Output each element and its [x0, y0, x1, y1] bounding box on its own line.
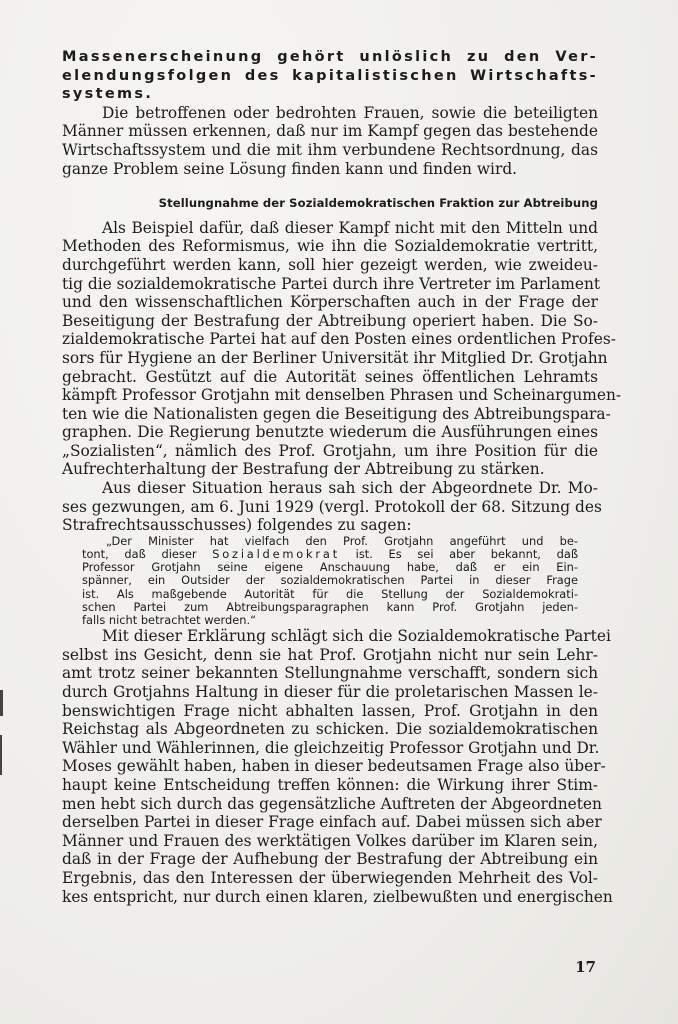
text-line: men hebt sich durch das gegensätzliche Auftreten der Abgeordneten	[62, 794, 602, 813]
text-line: systems.	[62, 86, 154, 103]
text-line: haupt keine Entscheidung treffen können: die Wirkung ihrer Stim-	[62, 776, 598, 795]
text-line: Methoden des Reformismus, wie ihn die Sozialdemokratie vertritt,	[62, 237, 598, 256]
quote-emphasis: Sozialdemokrat	[212, 547, 340, 562]
text-line: Moses gewählt haben, haben in dieser bedeutsamen Frage also über-	[62, 757, 606, 776]
text-line: Aus dieser Situation heraus sah sich der Abgeordnete Dr. Mo-	[102, 479, 598, 498]
text-line: Männer und Frauen des werktätigen Volkes darüber im Klaren sein,	[62, 831, 598, 850]
paragraph-2	[62, 218, 622, 479]
section-heading: Stellungnahme der Sozialdemokratischen Fraktion zur Abtreibung	[158, 196, 598, 211]
text-line: sors für Hygiene an der Berliner Universität ihr Mitglied Dr. Grotjahn	[62, 348, 608, 367]
quote-line: ist. Als maßgebende Autorität für die Stellung der Sozialdemokrati-	[82, 586, 578, 601]
text-line: Als Beispiel dafür, daß dieser Kampf nicht mit den Mitteln und	[102, 218, 598, 237]
text-line: benswichtigen Frage nicht abhalten lassen, Prof. Grotjahn in den	[62, 701, 598, 720]
text-line: Ergebnis, das den Interessen der überwiegenden Mehrheit des Vol-	[62, 868, 598, 887]
page-number: 17	[575, 958, 596, 976]
intro-paragraph	[62, 48, 598, 104]
quote-fragment: ist. Es sei aber bekannt, daß	[355, 547, 578, 562]
scan-edge-mark	[0, 690, 3, 716]
quote-line: Professor Grotjahn seine eigene Anschauung habe, daß er ein Ein-	[82, 560, 578, 575]
text-line: derselben Partei in dieser Frage einfach auf. Dabei müssen sich aber	[62, 813, 602, 832]
block-quote	[82, 535, 578, 627]
text-line: Die betroffenen oder bedrohten Frauen, sowie die beteiligten	[102, 103, 598, 122]
text-line: durchgeführt werden kann, soll hier gezeigt werden, wie zweideu-	[62, 255, 598, 274]
text-line: kämpft Professor Grotjahn mit denselben Phrasen und Scheinargumen-	[62, 386, 622, 405]
text-line: „Sozialisten“, nämlich des Prof. Grotjahn, um ihre Position für die	[62, 441, 598, 460]
text-line: Massenerscheinung gehört unlöslich zu den Ver-	[62, 49, 598, 65]
text-line: Männer müssen erkennen, daß nur im Kampf gegen das bestehende	[62, 122, 598, 141]
text-line: zialdemokratische Partei hat auf den Posten eines ordentlichen Profes-	[62, 330, 616, 349]
text-line: Wähler und Wählerinnen, die gleichzeitig Professor Grotjahn und Dr.	[62, 738, 600, 757]
text-line: daß in der Frage der Aufhebung der Bestrafung der Abtreibung ein	[62, 850, 598, 869]
text-column	[62, 48, 622, 906]
paragraph-4	[62, 627, 613, 906]
text-line: kes entspricht, nur durch einen klaren, zielbewußten und energischen	[62, 887, 613, 906]
text-line: tig die sozialdemokratische Partei durch ihre Vertreter im Parlament	[62, 274, 601, 293]
quote-line: falls nicht betrachtet werden.“	[82, 613, 257, 628]
paragraph-1	[62, 104, 598, 178]
quote-line: schen Partei zum Abtreibungsparagraphen kann Prof. Grotjahn jeden-	[82, 599, 578, 614]
text-line: ganze Problem seine Lösung finden kann und finden wird.	[62, 159, 518, 178]
text-line: ses gezwungen, am 6. Juni 1929 (vergl. Protokoll der 68. Sitzung des	[62, 497, 602, 516]
text-line: Aufrechterhaltung der Bestrafung der Abtreibung zu stärken.	[62, 460, 545, 479]
quote-fragment: tont, daß dieser	[82, 547, 197, 562]
text-line: Strafrechtsausschusses) folgendes zu sagen:	[62, 516, 412, 535]
quote-line: „Der Minister hat vielfach den Prof. Grotjahn angeführt und be-	[106, 533, 578, 548]
text-line: graphen. Die Regierung benutzte wiederum die Ausführungen eines	[62, 423, 598, 442]
quote-line: spänner, ein Outsider der sozialdemokratischen Partei in dieser Frage	[82, 573, 578, 588]
text-line: und den wissenschaftlichen Körperschaften auch in der Frage der	[62, 293, 598, 312]
scan-edge-mark	[0, 735, 2, 775]
text-line: durch Grotjahns Haltung in dieser für die proletarischen Massen le-	[62, 683, 598, 702]
text-line: elendungsfolgen des kapitalistischen Wirtschafts-	[62, 67, 598, 84]
text-line: Beseitigung der Bestrafung der Abtreibung operiert haben. Die So-	[62, 311, 598, 330]
text-line: ten wie die Nationalisten gegen die Beseitigung des Abtreibungspara-	[62, 404, 611, 423]
paragraph-3	[62, 479, 602, 535]
text-line: gebracht. Gestützt auf die Autorität seines öffentlichen Lehramts	[62, 367, 598, 386]
text-line: Reichstag als Abgeordneten zu schicken. Die sozialdemokratischen	[62, 720, 598, 739]
text-line: selbst ins Gesicht, denn sie hat Prof. Grotjahn nicht nur sein Lehr-	[62, 645, 598, 664]
text-line: Mit dieser Erklärung schlägt sich die Sozialdemokratische Partei	[102, 627, 611, 646]
text-line: amt trotz seiner bekannten Stellungnahme verschafft, sondern sich	[62, 664, 598, 683]
text-line: Wirtschaftssystem und die mit ihm verbundene Rechtsordnung, das	[62, 140, 598, 159]
